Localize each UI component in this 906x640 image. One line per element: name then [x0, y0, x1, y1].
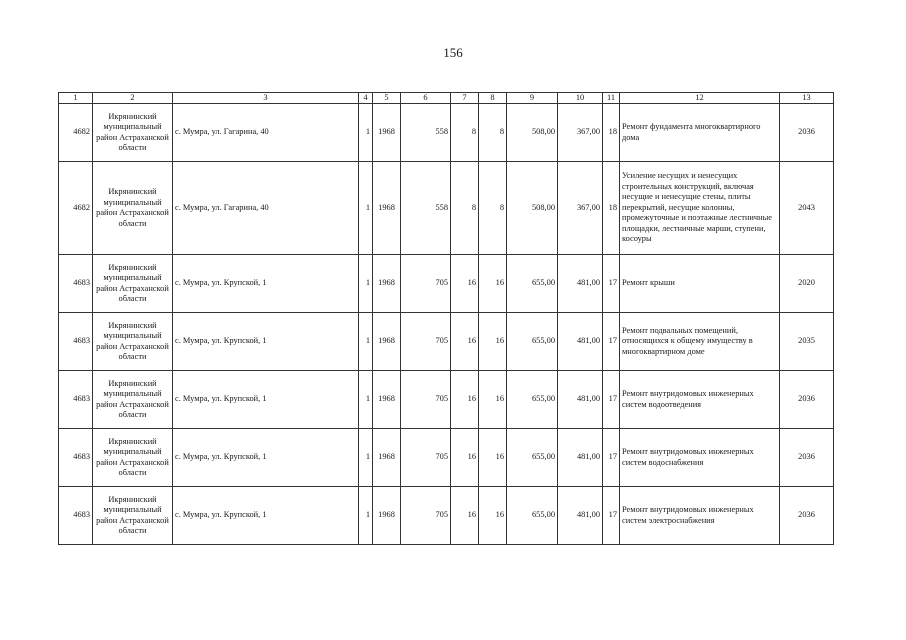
cell-col4: 1 [359, 162, 373, 255]
cell-municipality: Икрянинский муниципальный район Астраханской области [93, 162, 173, 255]
cell-col11: 17 [603, 487, 620, 545]
cell-col11: 17 [603, 371, 620, 429]
table-row [59, 487, 834, 545]
cell-col6: 705 [401, 487, 451, 545]
cell-col8: 16 [479, 429, 507, 487]
cell-col4: 1 [359, 487, 373, 545]
cell-col4: 1 [359, 104, 373, 162]
cell-plan-year: 2036 [780, 487, 834, 545]
column-header: 7 [451, 93, 479, 104]
cell-col9: 508,00 [507, 162, 558, 255]
column-header: 1 [59, 93, 93, 104]
cell-address: с. Мумра, ул. Гагарина, 40 [173, 162, 359, 255]
cell-col7: 8 [451, 162, 479, 255]
cell-id: 4683 [59, 313, 93, 371]
cell-address: с. Мумра, ул. Крупской, 1 [173, 313, 359, 371]
cell-col10: 367,00 [558, 104, 603, 162]
table-row [59, 255, 834, 313]
cell-municipality: Икрянинский муниципальный район Астраханской области [93, 104, 173, 162]
cell-plan-year: 2035 [780, 313, 834, 371]
cell-work: Усиление несущих и ненесущих строительных конструкций, включая несущие и ненесущие стены, плиты перекрытий, несущие колонны, промежуточные и поэтажные лестничные площадки, лестничные марши, ступени, косоуры [620, 162, 780, 255]
cell-plan-year: 2043 [780, 162, 834, 255]
cell-work: Ремонт подвальных помещений, относящихся к общему имуществу в многоквартирном доме [620, 313, 780, 371]
table-row [59, 162, 834, 255]
column-header: 11 [603, 93, 620, 104]
cell-address: с. Мумра, ул. Крупской, 1 [173, 487, 359, 545]
cell-municipality: Икрянинский муниципальный район Астраханской области [93, 371, 173, 429]
cell-col10: 481,00 [558, 371, 603, 429]
cell-col11: 18 [603, 104, 620, 162]
cell-year: 1968 [373, 255, 401, 313]
table-row [59, 429, 834, 487]
cell-municipality: Икрянинский муниципальный район Астраханской области [93, 255, 173, 313]
cell-col6: 558 [401, 104, 451, 162]
cell-col8: 16 [479, 313, 507, 371]
page-number: 156 [443, 45, 463, 60]
cell-address: с. Мумра, ул. Гагарина, 40 [173, 104, 359, 162]
cell-work: Ремонт крыши [620, 255, 780, 313]
cell-col10: 367,00 [558, 162, 603, 255]
cell-id: 4683 [59, 371, 93, 429]
cell-col8: 16 [479, 487, 507, 545]
cell-id: 4683 [59, 487, 93, 545]
cell-work: Ремонт внутридомовых инженерных систем водоснабжения [620, 429, 780, 487]
cell-col7: 16 [451, 371, 479, 429]
cell-id: 4683 [59, 255, 93, 313]
table-row [59, 371, 834, 429]
cell-year: 1968 [373, 371, 401, 429]
cell-col11: 17 [603, 255, 620, 313]
column-header: 13 [780, 93, 834, 104]
cell-col11: 17 [603, 313, 620, 371]
cell-year: 1968 [373, 313, 401, 371]
cell-col6: 705 [401, 371, 451, 429]
cell-municipality: Икрянинский муниципальный район Астраханской области [93, 313, 173, 371]
cell-col4: 1 [359, 313, 373, 371]
cell-col7: 16 [451, 429, 479, 487]
table-row [59, 313, 834, 371]
cell-plan-year: 2036 [780, 429, 834, 487]
cell-col6: 705 [401, 255, 451, 313]
column-header: 3 [173, 93, 359, 104]
cell-col4: 1 [359, 255, 373, 313]
column-header: 6 [401, 93, 451, 104]
cell-col6: 705 [401, 429, 451, 487]
cell-col4: 1 [359, 371, 373, 429]
cell-col7: 16 [451, 313, 479, 371]
cell-work: Ремонт фундамента многоквартирного дома [620, 104, 780, 162]
cell-work: Ремонт внутридомовых инженерных систем электроснабжения [620, 487, 780, 545]
cell-year: 1968 [373, 487, 401, 545]
cell-col7: 8 [451, 104, 479, 162]
cell-col10: 481,00 [558, 255, 603, 313]
cell-id: 4682 [59, 162, 93, 255]
table-body [59, 104, 834, 545]
cell-address: с. Мумра, ул. Крупской, 1 [173, 429, 359, 487]
column-header: 2 [93, 93, 173, 104]
cell-work: Ремонт внутридомовых инженерных систем водоотведения [620, 371, 780, 429]
cell-col11: 17 [603, 429, 620, 487]
cell-municipality: Икрянинский муниципальный район Астраханской области [93, 487, 173, 545]
cell-col9: 655,00 [507, 429, 558, 487]
cell-col9: 655,00 [507, 487, 558, 545]
cell-plan-year: 2036 [780, 371, 834, 429]
cell-id: 4682 [59, 104, 93, 162]
cell-col8: 16 [479, 255, 507, 313]
table-row [59, 104, 834, 162]
cell-year: 1968 [373, 429, 401, 487]
cell-col9: 508,00 [507, 104, 558, 162]
cell-col11: 18 [603, 162, 620, 255]
cell-col9: 655,00 [507, 313, 558, 371]
column-header: 4 [359, 93, 373, 104]
registry-table [58, 92, 834, 545]
cell-col8: 16 [479, 371, 507, 429]
cell-col7: 16 [451, 255, 479, 313]
column-header: 10 [558, 93, 603, 104]
column-header: 9 [507, 93, 558, 104]
cell-year: 1968 [373, 104, 401, 162]
header-row [59, 93, 834, 104]
cell-col9: 655,00 [507, 255, 558, 313]
cell-col8: 8 [479, 162, 507, 255]
cell-plan-year: 2036 [780, 104, 834, 162]
cell-col7: 16 [451, 487, 479, 545]
cell-address: с. Мумра, ул. Крупской, 1 [173, 255, 359, 313]
cell-municipality: Икрянинский муниципальный район Астраханской области [93, 429, 173, 487]
cell-year: 1968 [373, 162, 401, 255]
cell-col8: 8 [479, 104, 507, 162]
cell-col10: 481,00 [558, 429, 603, 487]
cell-address: с. Мумра, ул. Крупской, 1 [173, 371, 359, 429]
cell-plan-year: 2020 [780, 255, 834, 313]
column-header: 5 [373, 93, 401, 104]
cell-col9: 655,00 [507, 371, 558, 429]
cell-col10: 481,00 [558, 487, 603, 545]
column-header: 12 [620, 93, 780, 104]
cell-col6: 705 [401, 313, 451, 371]
cell-col4: 1 [359, 429, 373, 487]
cell-id: 4683 [59, 429, 93, 487]
cell-col10: 481,00 [558, 313, 603, 371]
cell-col6: 558 [401, 162, 451, 255]
column-header: 8 [479, 93, 507, 104]
